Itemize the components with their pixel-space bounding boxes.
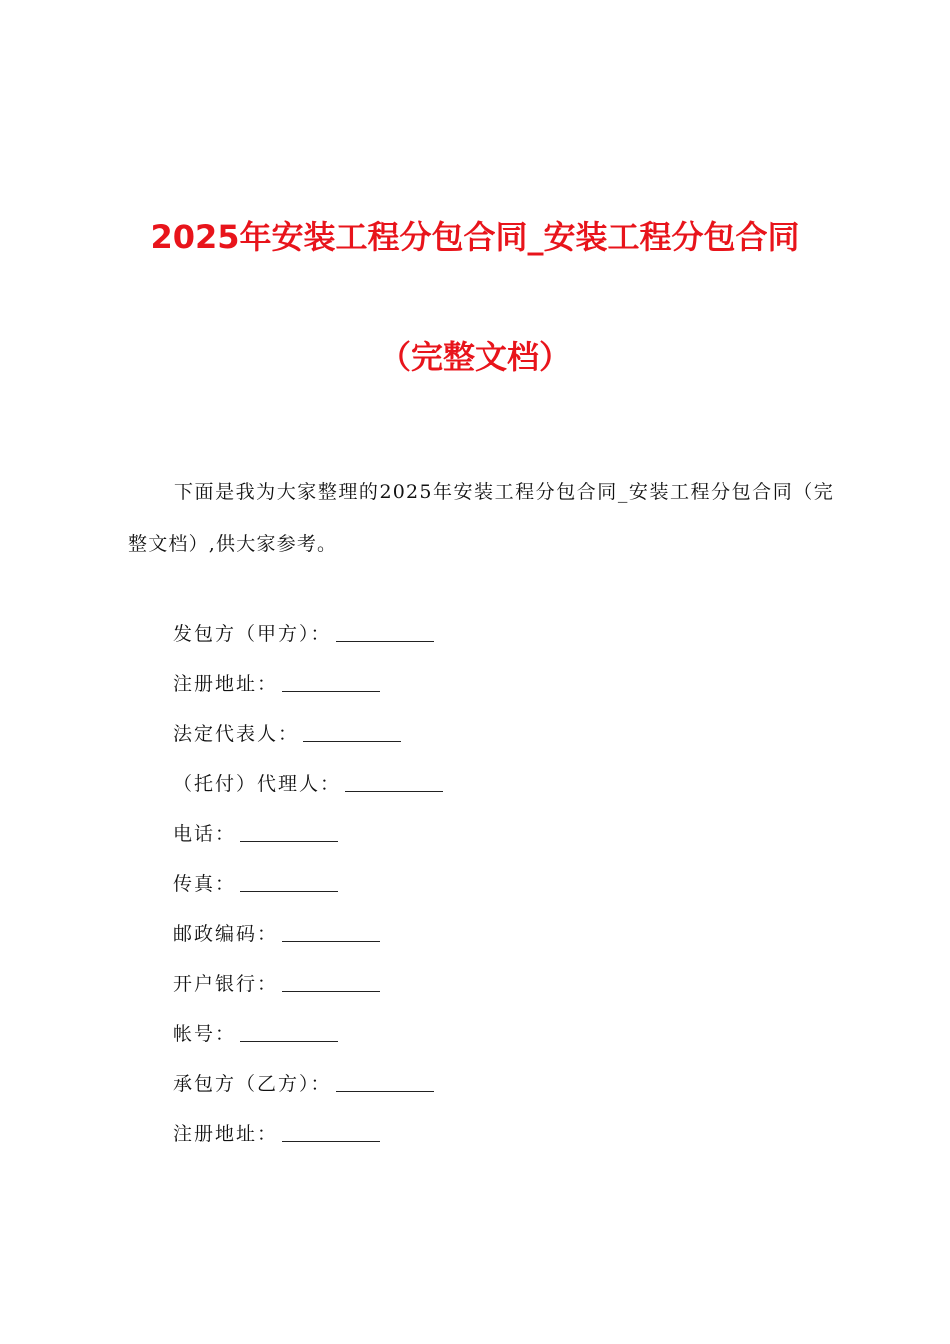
document-title-suffix: （完整文档） [378,338,571,376]
fill-in-blank [282,913,380,942]
field-label: 承包方（乙方）： [173,1073,332,1095]
fill-in-blank [336,613,434,642]
field-row [173,962,833,1012]
field-row [173,912,833,962]
field-label: 注册地址： [173,673,279,695]
intro-paragraph: 下面是我为大家整理的2025年安装工程分包合同_安装工程分包合同（完整文档）,供大家参考。 [128,481,834,555]
field-row [173,1062,833,1112]
field-row [173,662,833,712]
field-row [173,1012,833,1062]
document-title: 2025年安装工程分包合同_安装工程分包合同 [150,218,800,256]
field-label: 开户银行： [173,973,279,995]
fill-in-blank [240,813,338,842]
field-row [173,1112,833,1162]
field-row [173,812,833,862]
field-label: 发包方（甲方）： [173,623,332,645]
field-row [173,762,833,812]
fill-in-blank [303,713,401,742]
field-label: 电话： [173,823,237,845]
field-label: 邮政编码： [173,923,279,945]
field-row [173,712,833,762]
field-label: 传真： [173,873,237,895]
field-label: （托付）代理人： [173,773,342,795]
fill-in-blank [345,763,443,792]
fill-in-blank [240,863,338,892]
field-row [173,862,833,912]
fill-in-blank [282,1113,380,1142]
field-label: 注册地址： [173,1123,279,1145]
fill-in-blank [282,963,380,992]
fill-in-blank [282,663,380,692]
party-info-fields [173,612,833,1162]
field-label: 法定代表人： [173,723,300,745]
fill-in-blank [336,1063,434,1092]
fill-in-blank [240,1013,338,1042]
field-label: 帐号： [173,1023,237,1045]
field-row [173,612,833,662]
